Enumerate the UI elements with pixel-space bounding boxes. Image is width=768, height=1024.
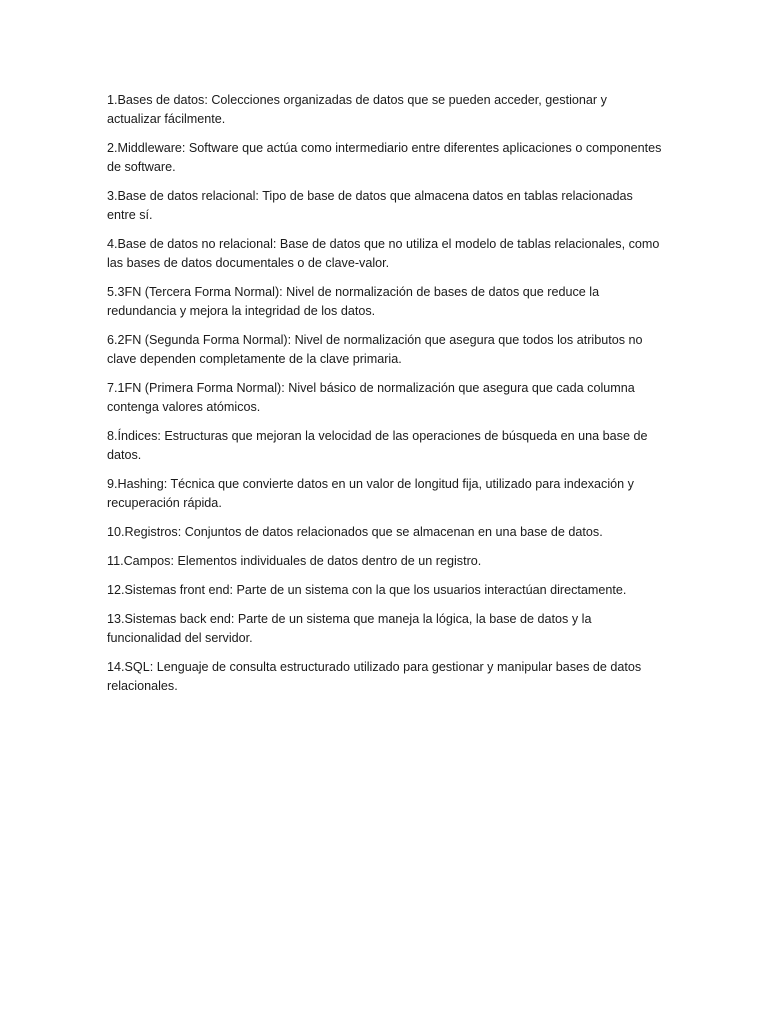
definition-paragraph-8: 8.Índices: Estructuras que mejoran la velocidad de las operaciones de búsqueda en una base de datos. [107, 429, 648, 462]
definition-paragraph-1: 1.Bases de datos: Colecciones organizadas de datos que se pueden acceder, gestionar y actualizar fácilmente. [107, 93, 607, 126]
definition-paragraph-3: 3.Base de datos relacional: Tipo de base de datos que almacena datos en tablas relacionadas entre sí. [107, 189, 633, 222]
definition-paragraph-9: 9.Hashing: Técnica que convierte datos en un valor de longitud fija, utilizado para indexación y recuperación rápida. [107, 477, 634, 510]
document-body [107, 91, 663, 706]
definition-paragraph-5: 5.3FN (Tercera Forma Normal): Nivel de normalización de bases de datos que reduce la redundancia y mejora la integridad de los datos. [107, 285, 600, 318]
definition-paragraph-12: 12.Sistemas front end: Parte de un sistema con la que los usuarios interactúan directamente. [107, 583, 627, 597]
definition-paragraph-10: 10.Registros: Conjuntos de datos relacionados que se almacenan en una base de datos. [107, 525, 603, 539]
definition-paragraph-11: 11.Campos: Elementos individuales de datos dentro de un registro. [107, 554, 482, 568]
definition-paragraph-14: 14.SQL: Lenguaje de consulta estructurado utilizado para gestionar y manipular bases de datos relacionales. [107, 660, 642, 693]
definition-paragraph-2: 2.Middleware: Software que actúa como intermediario entre diferentes aplicaciones o componentes de software. [107, 141, 662, 174]
definition-paragraph-6: 6.2FN (Segunda Forma Normal): Nivel de normalización que asegura que todos los atributos no clave dependen completamente de la clave primaria. [107, 333, 643, 366]
definition-paragraph-4: 4.Base de datos no relacional: Base de datos que no utiliza el modelo de tablas relacionales, como las bases de datos documentales o de clave-valor. [107, 237, 660, 270]
definition-paragraph-13: 13.Sistemas back end: Parte de un sistema que maneja la lógica, la base de datos y la funcionalidad del servidor. [107, 612, 592, 645]
definition-paragraph-7: 7.1FN (Primera Forma Normal): Nivel básico de normalización que asegura que cada columna contenga valores atómicos. [107, 381, 635, 414]
